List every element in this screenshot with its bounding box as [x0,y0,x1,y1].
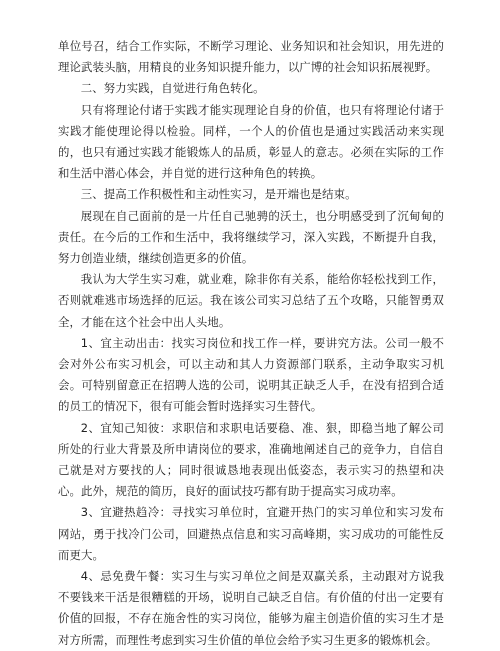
list-item-tip-1: 1、宜主动出击：找实习岗位和找工作一样，要讲究方法。公司一般不会对外公布实习机会，可以主动和其人力资源部门联系，主动争取实习机会。可特别留意正在招聘人选的公司，说明其正缺乏人手，在没有招到合适的员工的情况下，很有可能会暂时选择实习生替代。 [58,335,444,414]
list-item-tip-2: 2、宜知己知彼：求职信和求职电话要稳、准、狠，即稳当地了解公司所处的行业大背景及所申请岗位的要求，准确地阐述自己的竞争力，自信自己就是对方要找的人；同时很诚恳地表现出低姿态，表示实习的热望和决心。此外，规范的简历，良好的面试技巧都有助于提高实习成功率。 [58,420,444,499]
section-heading-practice: 二、努力实践，自觉进行角色转化。 [80,81,265,96]
paragraph-future-work: 展现在自己面前的是一片任自己驰骋的沃土，也分明感受到了沉甸甸的责任。在今后的工作和生活中，我将继续学习，深入实践，不断提升自我，努力创造业绩，继续创造更多的价值。 [58,208,444,266]
section-heading-initiative: 三、提高工作积极性和主动性实习，是开端也是结束。 [80,187,357,202]
document-body [58,36,444,651]
list-item-tip-4: 4、忌免费午餐：实习生与实习单位之间是双赢关系，主动跟对方说我不要钱来干活是很糟糕的开场，说明自己缺乏自信。有价值的付出一定要有价值的回报，不存在施舍性的实习岗位，能够为雇主创造价值的实习生才是对方所需，而理性考虑到实习生价值的单位会给予实习生更多的锻炼机会。 [58,569,444,647]
paragraph-theory-practice: 只有将理论付诸于实践才能实现理论自身的价值，也只有将理论付诸于实践才能使理论得以检验。同样，一个人的价值也是通过实践活动来实现的，也只有通过实践才能锻炼人的品质，彰显人的意志。必须在实际的工作和生活中潜心体会，并自觉的进行这种角色的转换。 [58,102,444,181]
paragraph-internship-difficulty: 我认为大学生实习难，就业难，除非你有关系，能给你轻松找到工作，否则就难逃市场选择的厄运。我在该公司实习总结了五个攻略，只能智勇双全，才能在这个社会中出人头地。 [58,272,444,329]
paragraph-intro-continuation: 单位号召，结合工作实际，不断学习理论、业务知识和社会知识，用先进的理论武装头脑，用精良的业务知识提升能力，以广博的社会知识拓展视野。 [58,39,444,75]
list-item-tip-3: 3、宜避热趋冷：寻找实习单位时，宜避开热门的实习单位和实习发布网站，勇于找冷门公司，回避热点信息和实习高峰期，实习成功的可能性反而更大。 [58,505,444,562]
